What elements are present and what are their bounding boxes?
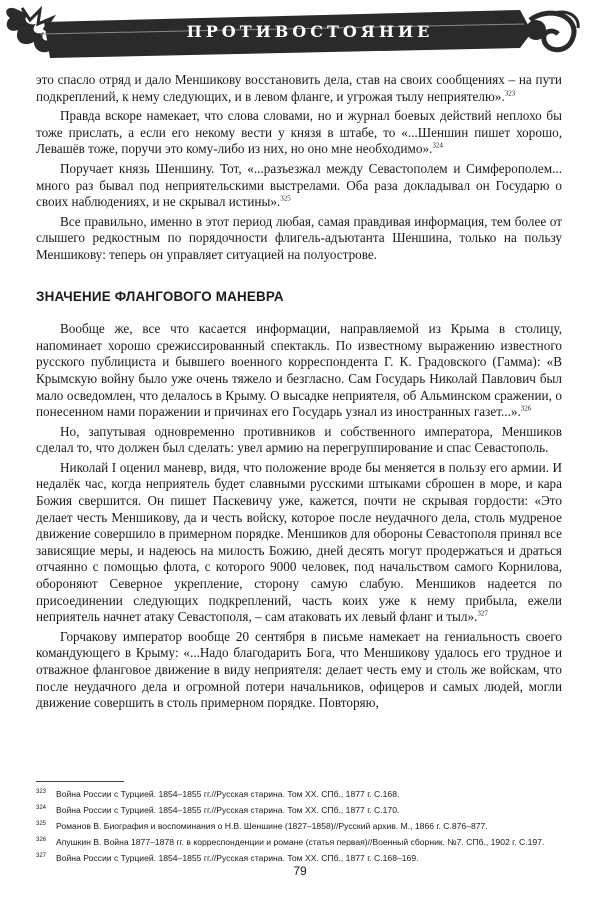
header-title: ПРОТИВОСТОЯНИЕ [186,22,434,41]
paragraph: Вообще же, все что касается информации, направляемой из Крыма в столицу, напоминает хорошо срежиссированный спектакль. По известному выражению известного русского публициста и бывшего военного корреспондента Г. К. Градовского (Гамма): «В Крымскую войну было уже очень тяжело и безгласно. Сам Государь Николай Павлович был мало осведомлен, что делалось в Крыму. О высадке неприятеля, об Альминском сражении, о понесенном нами поражении и причинах его Государь узнал из иностранных газет...».$^{326}$ [36,321,562,420]
footnote-number: 323 [36,789,47,795]
footnote-text: Апушкин В. Война 1877–1878 гг. в корреспонденции и романе (статья первая)//Военный сборник. №7. СПб., 1902 г. С.197. [56,837,545,847]
footnotes [36,786,576,866]
footnote [36,802,576,818]
paragraph: это спасло отряд и дало Меншикову восстановить дела, став на своих сообщениях – на пути подкреплений, к нему следующих, и в левом фланге, и угрожая тылу неприятелю».$^{323}$ [36,72,562,104]
footnote [36,818,576,834]
paragraph: Горчаковy император вообще 20 сентября в письме намекает на гениальность своего командующего в Крыму: «...Надо благодарить Бога, что Меншикову удалось его трудное и отважное фланговое движение в виду неприятеля: делает честь ему и столь же войскам, что после неудачного дела и огромной потери начальников, офицеров и самых людей, могли движение совершить в столь примерном порядке. Повторяю, [36,628,562,711]
footnote-text: Романов В. Биография и воспоминания о Н.В. Шеншине (1827–1858)//Русский архив. М., 1866 г. С.876–877. [56,821,488,831]
footnote-number: 326 [36,837,47,843]
footnote-text: Война России с Турцией. 1854–1855 гг.//Русская старина. Том XX. СПб., 1877 г. С.168. [56,789,400,799]
footnote-number: 327 [36,853,47,859]
page-number: 79 [293,864,307,878]
footnote-divider [36,781,124,782]
footnote-ref: 325 [280,194,291,203]
footnote [36,786,576,802]
running-header [0,0,600,68]
paragraph: Правда вскоре намекает, что слова словами, но и журнал боевых действий неплохо бы тоже прислать, а если его некому вести у князя в штабе, то «...Шеншин пишет хорошо, Левашёв тоже, поручи это кому-либо из них, но оно мне необходимо».$^{324}$ [36,108,562,157]
footnote-number: 325 [36,821,47,827]
footnote-ref: 327 [477,609,488,618]
article-body [36,72,562,715]
paragraph: Но, запутывая одновременно противников и собственного императора, Меншиков сделал то, что должен был сделать: увел армию на перегруппирование и спас Севастополь. [36,423,562,456]
section-heading: ЗНАЧЕНИЕ ФЛАНГОВОГО МАНЕВРА [36,288,284,304]
footnote-text: Война России с Турцией. 1854–1855 гг.//Русская старина. Том XX. СПб., 1877 г. С.170. [56,805,400,815]
footnote-ref: 324 [432,141,443,150]
footnote-text: Война России с Турцией. 1854–1855 гг.//Русская старина. Том XX. СПб., 1877 г. С.168–169. [56,853,419,863]
footnote [36,834,576,850]
paragraph: Все правильно, именно в этот период любая, самая правдивая информация, тем более от слышего редкостным по порядочности флигель-адъютанта Шеншина, только на пользу Меншикову: теперь он управляет ситуацией на полуострове. [36,213,562,262]
paragraph: Николай I оценил маневр, видя, что положение вроде бы меняется в пользу его армии. И недалёк час, когда неприятель будет славными русскими штыками сброшен в море, и кара Божия свершится. Он пишет Паскевичу уже, кажется, почти не скрывая гордости: «Это делает честь Меншикову, да и честь войску, которое после неудачного дела, столь мудреное движение совершило в примерном порядке. Меншиков для обороны Севастополя принял все зависящие меры, и надеюсь на милость Божию, дней десять могут продержаться и драться отчаянно с помощью флота, с которого 9000 человек, под начальством самого Корнилова, обороняют Северное укрепление, сторону самую слабую. Меншиков надеется по присоединении следующих подкреплений, часть коих уже к нему прибыла, ежели неприятель начнет атаку Севастополя, – сам атаковать их левый фланг и тыл».$^{327}$ [36,459,562,625]
footnote-number: 324 [36,805,47,811]
paragraph: Поручает князь Шеншину. Тот, «...разъезжал между Севастополем и Симферополем... много раз бывал под неприятельскими выстрелами. Оба раза докладывал он Государю о своих наблюдениях, и не скрывал истины».$^{325}$ [36,160,562,210]
footnote-ref: 326 [520,404,532,413]
footnote-ref: 323 [504,89,516,98]
